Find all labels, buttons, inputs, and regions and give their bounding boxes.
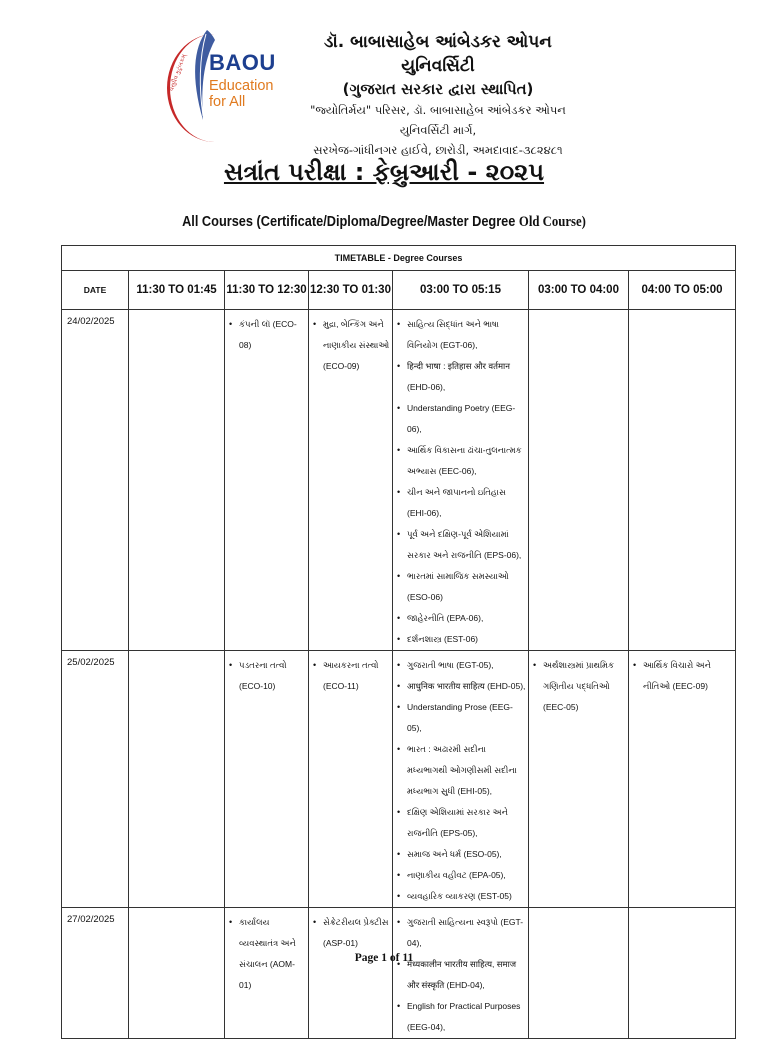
university-address-line2: સરખેજ-ગાંધીનગર હાઈવે, છારોડી, અમદાવાદ-૩૮૨૪૮૧ [313,143,563,157]
row-cell-slot-2 [225,651,309,908]
subject-item: • સેક્રેટરીયલ પ્રેક્ટીસ (ASP-01) [309,912,390,954]
timetable [61,245,736,1039]
subject-list [225,651,308,697]
university-address-line1: "જ્યોતિર્મય" પરિસર, ડૉ. બાબાસાહેબ આંબેડકર ઓપન યુનિવર્સિટી માર્ગ, [310,103,566,137]
row-cell-slot-3 [309,310,393,651]
subject-list [393,310,528,650]
subject-item: • આયકરના તત્વો (ECO-11) [309,655,390,697]
row-cell-slot-6 [629,908,736,1039]
row-cell-slot-5 [529,310,629,651]
subject-item: • Understanding Prose (EEG-05), [393,697,526,739]
subject-item: • Understanding Poetry (EEG-06), [393,398,526,440]
logo-motto: વસુધૈવ કુટુંબકમ્ [169,53,188,93]
subject-item: • દર્શનશાસ્ત્ર (EST-06) [393,629,526,650]
row-date: 24/02/2025 [62,310,129,651]
subject-item: • ગુજરાતી સાહિત્યના સ્વરૂપો (EGT-04), [393,912,526,954]
subject-item: • જાહેરનીતિ (EPA-06), [393,608,526,629]
subject-list [225,310,308,356]
subject-item: • ગુજરાતી ભાષા (EGT-05), [393,655,526,676]
header-slot-3: 12:30 TO 01:30 [309,271,393,310]
baou-logo [165,28,276,146]
row-cell-slot-6 [629,651,736,908]
university-header [298,30,578,160]
row-cell-slot-1 [129,651,225,908]
row-cell-slot-3 [309,651,393,908]
subject-item: • અર્થશાસ્ત્રમાં પ્રાથમિક ગણિતીય પદ્ધતિઓ (EEC-05) [529,655,626,718]
subject-item: • आधुनिक भारतीय साहित्य (EHD-05), [393,676,526,697]
subject-list [393,908,528,1038]
subject-item: • નાણાકીય વહીવટ (EPA-05), [393,865,526,886]
table-row [62,310,736,651]
subject-list [629,651,735,697]
table-row [62,651,736,908]
row-cell-slot-1 [129,908,225,1039]
timetable-header-row [62,271,736,310]
subject-item: • ભારત : અઢારમી સદીના મધ્યભાગથી ઓગણીસમી સદીના મધ્યભાગ સુધી (EHI-05), [393,739,526,802]
logo-brand: BAOU [209,50,276,75]
courses-heading-suffix: Old Course) [518,214,586,230]
row-cell-slot-3 [309,908,393,1039]
subject-item: • हिन्दी भाषा : इतिहास और वर्तमान (EHD-06), [393,356,526,398]
subject-item: • ભારતમાં સામાજિક સમસ્યાઓ (ESO-06) [393,566,526,608]
table-row [62,908,736,1039]
subject-list [309,310,392,377]
row-cell-slot-4 [393,651,529,908]
subject-list [309,908,392,954]
subject-item: • કાર્યાલય વ્યવસ્થાતંત્ર અને સંચાલન (AOM-01) [225,912,306,996]
subject-item: • સાહિત્ય સિદ્ધાંત અને ભાષા વિનિયોગ (EGT-06), [393,314,526,356]
header-slot-6: 04:00 TO 05:00 [629,271,736,310]
subject-item: • ચીન અને જાપાનનો ઇતિહાસ (EHI-06), [393,482,526,524]
university-established: (ગુજરાત સરકાર દ્વારા સ્થાપિત) [342,80,534,98]
courses-heading [46,214,722,231]
row-cell-slot-4 [393,908,529,1039]
page-footer: Page 1 of 11 [354,952,414,964]
row-cell-slot-6 [629,310,736,651]
subject-item: • પૂર્વ અને દક્ષિણ-પૂર્વ એશિયામાં સરકાર અને રાજનીતિ (EPS-06), [393,524,526,566]
subject-list [529,651,628,718]
header-slot-5: 03:00 TO 04:00 [529,271,629,310]
subject-list [309,651,392,697]
row-cell-slot-5 [529,908,629,1039]
row-date: 27/02/2025 [62,908,129,1039]
row-cell-slot-1 [129,310,225,651]
row-date: 25/02/2025 [62,651,129,908]
row-cell-slot-4 [393,310,529,651]
logo-tagline: Education for All [209,78,274,110]
row-cell-slot-2 [225,310,309,651]
subject-list [393,651,528,907]
row-cell-slot-2 [225,908,309,1039]
header-slot-1: 11:30 TO 01:45 [129,271,225,310]
exam-title: સત્રાંત પરીક્ષા : ફેબ્રુઆરી - ૨૦૨૫ [223,158,545,186]
timetable-caption: TIMETABLE - Degree Courses [62,246,736,271]
header-slot-2: 11:30 TO 12:30 [225,271,309,310]
subject-item: • આર્થિક વિકાસના ઢાંચા-તુલનાત્મક અભ્યાસ (EEC-06), [393,440,526,482]
header-date: DATE [62,271,129,310]
header-slot-4: 03:00 TO 05:15 [393,271,529,310]
subject-item: • English for Practical Purposes (EEG-04), [393,996,526,1038]
subject-item: • આર્થિક વિચારો અને નીતિઓ (EEC-09) [629,655,733,697]
subject-item: • પડતરના તત્વો (ECO-10) [225,655,306,697]
subject-item: • કંપની લૉ (ECO-08) [225,314,306,356]
row-cell-slot-5 [529,651,629,908]
subject-item: • દક્ષિણ એશિયામાં સરકાર અને રાજનીતિ (EPS-05), [393,802,526,844]
subject-item: • मध्यकालीन भारतीय साहित्य, समाज और संस्कृति (EHD-04), [393,954,526,996]
subject-item: • મુદ્રા, બેન્કિંગ અને નાણાકીય સંસ્થાઓ (ECO-09) [309,314,390,377]
courses-heading-main: All Courses (Certificate/Diploma/Degree/Master Degree [182,214,516,230]
subject-item: • સમાજ અને ધર્મ (ESO-05), [393,844,526,865]
subject-item: • વ્યવહારિક વ્યાકરણ (EST-05) [393,886,526,907]
university-name: ડૉ. બાબાસાહેબ આંબેડકર ઓપન યુનિવર્સિટી [324,32,552,76]
